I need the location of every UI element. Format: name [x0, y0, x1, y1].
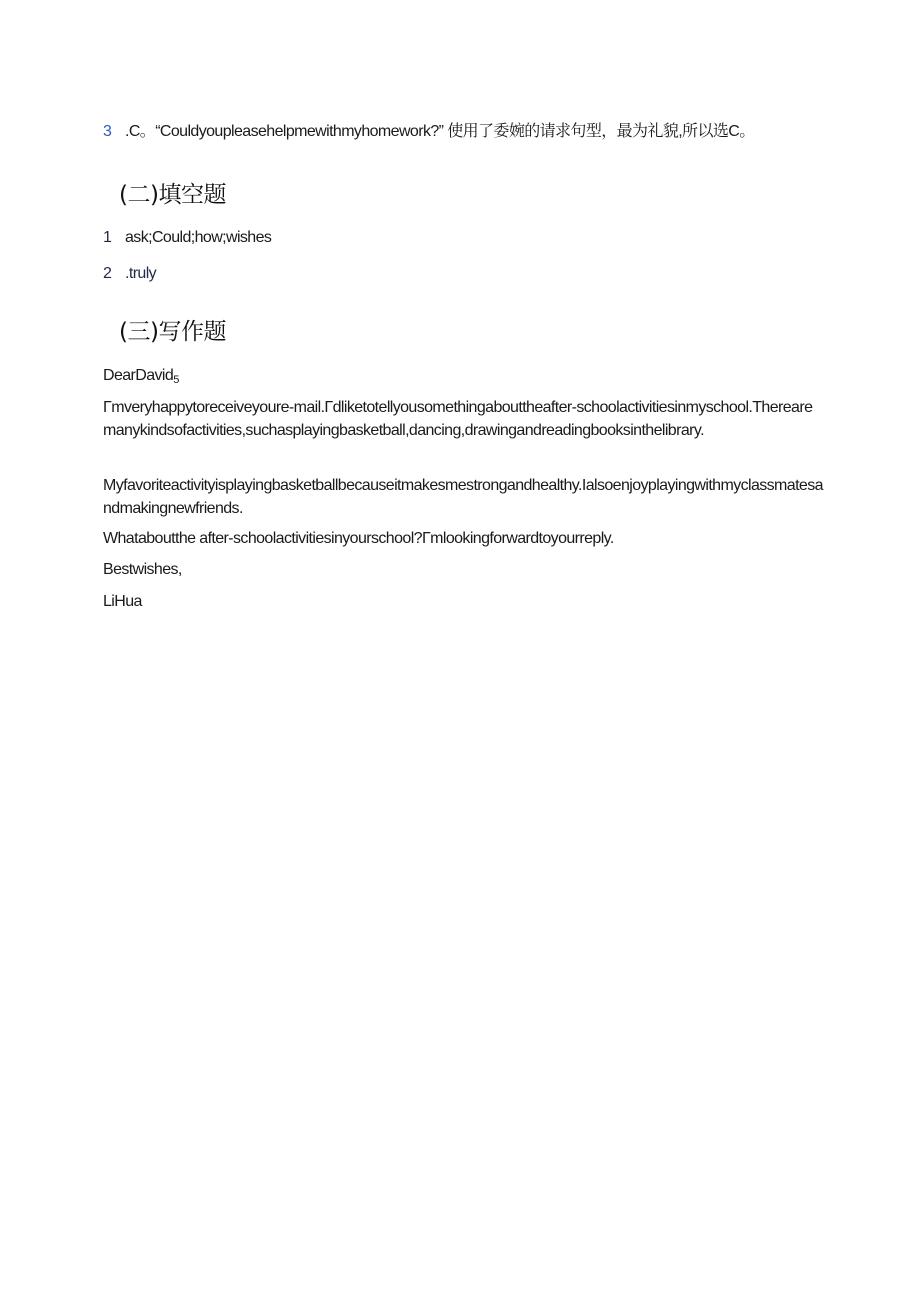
answer-text: ask;Could;how;wishes: [125, 229, 272, 246]
answer-number: 1: [103, 229, 112, 246]
fill-blank-answer-2: [103, 263, 156, 285]
writing-heading: (三)写作题: [119, 319, 226, 345]
answer-text: .C。“Couldyoupleasehelpmewithmyhomework?” 使用了委婉的请求句型，最为礼貌,所以选C。: [125, 123, 755, 140]
letter-paragraph-2: Myfavoriteactivityisplayingbasketballbecauseitmakesmestrongandhealthy.Ialsoenjoyplayingwithmyclassmatesandmakingnewfriends.: [103, 477, 823, 517]
letter-signature: LiHua: [103, 593, 142, 610]
letter-paragraph-3: Whataboutthe after-schoolactivitiesinyourschool?Γmlookingforwardtoyourreply.: [103, 530, 614, 547]
fill-blank-heading: (二)填空题: [119, 182, 226, 208]
letter-greeting: [103, 365, 179, 391]
fill-blank-answer-1: [103, 227, 271, 249]
greeting-mark: 5: [173, 374, 180, 386]
answer-number: 2: [103, 265, 112, 282]
letter-closing: Bestwishes,: [103, 561, 182, 578]
choice-answer-3: [103, 121, 755, 143]
greeting-text: DearDavid: [103, 367, 174, 384]
answer-number: 3: [103, 123, 112, 140]
answer-text: .truly: [125, 265, 157, 282]
letter-paragraph-1: Γmveryhappytoreceiveyoure-mail.Γdliketotellyousomethingabouttheafter-schoolactivitiesinmyschool.Therearemanykindsofactivities,suchasplayingbasketball,dancing,drawingandreadingbooksinthelibrary.: [103, 399, 813, 439]
